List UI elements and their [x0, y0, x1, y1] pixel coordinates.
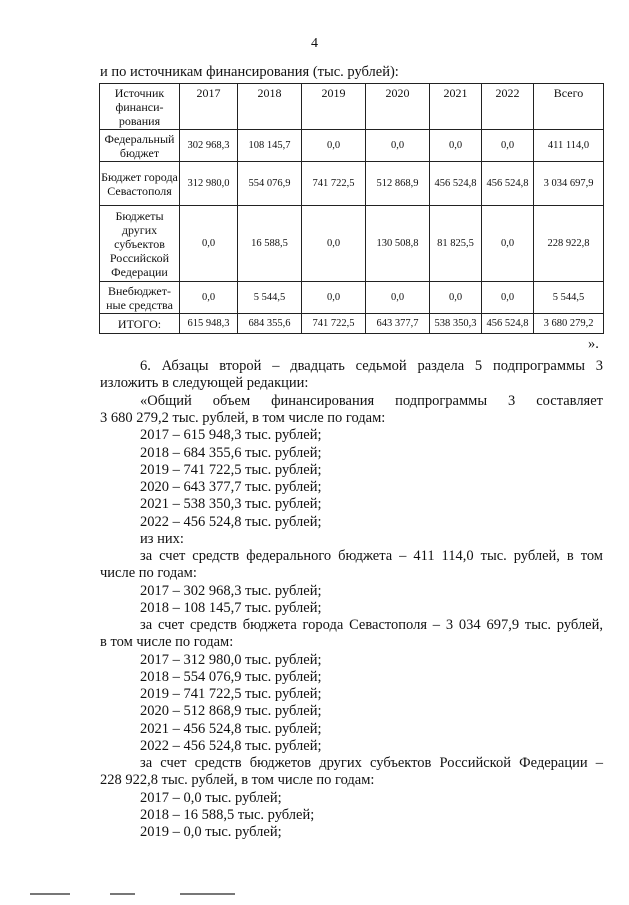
value-cell: 5 544,5: [534, 282, 604, 314]
value-cell: 0,0: [430, 130, 482, 162]
value-cell: 643 377,7: [366, 314, 430, 334]
body-line: «Общий объем финансирования подпрограммы 3 составляет: [140, 393, 603, 409]
body-line: изложить в следующей редакции:: [100, 375, 309, 391]
value-cell: 108 145,7: [238, 130, 302, 162]
value-cell: 312 980,0: [180, 162, 238, 206]
value-cell: 0,0: [180, 206, 238, 282]
body-line: 2019 – 741 722,5 тыс. рублей;: [140, 686, 322, 702]
body-line: 2019 – 741 722,5 тыс. рублей;: [140, 462, 322, 478]
body-line: 3 680 279,2 тыс. рублей, в том числе по годам:: [100, 410, 386, 426]
body-line: 2018 – 554 076,9 тыс. рублей;: [140, 669, 322, 685]
row-source: Федеральный бюджет: [100, 130, 180, 162]
value-cell: 0,0: [180, 282, 238, 314]
value-cell: 228 922,8: [534, 206, 604, 282]
body-line: 2018 – 108 145,7 тыс. рублей;: [140, 600, 322, 616]
value-cell: 615 948,3: [180, 314, 238, 334]
header-cell: 2021: [430, 84, 482, 130]
value-cell: 741 722,5: [302, 314, 366, 334]
body-line: 2022 – 456 524,8 тыс. рублей;: [140, 514, 322, 530]
body-line: 6. Абзацы второй – двадцать седьмой раздела 5 подпрограммы 3: [140, 358, 603, 374]
value-cell: 0,0: [302, 130, 366, 162]
value-cell: 5 544,5: [238, 282, 302, 314]
header-cell: 2017: [180, 84, 238, 130]
body-line: в том числе по годам:: [100, 634, 234, 650]
body-line: числе по годам:: [100, 565, 197, 581]
value-cell: 741 722,5: [302, 162, 366, 206]
body-line: 2021 – 538 350,3 тыс. рублей;: [140, 496, 322, 512]
value-cell: 0,0: [302, 206, 366, 282]
body-line: 2018 – 16 588,5 тыс. рублей;: [140, 807, 315, 823]
intro-text: и по источникам финансирования (тыс. рублей):: [100, 64, 399, 80]
body-line: за счет средств бюджета города Севастополя – 3 034 697,9 тыс. рублей,: [140, 617, 603, 633]
value-cell: 554 076,9: [238, 162, 302, 206]
value-cell: 456 524,8: [430, 162, 482, 206]
body-line: 2017 – 302 968,3 тыс. рублей;: [140, 583, 322, 599]
value-cell: 512 868,9: [366, 162, 430, 206]
scan-artifact: [30, 893, 70, 895]
value-cell: 456 524,8: [482, 314, 534, 334]
body-line: 2022 – 456 524,8 тыс. рублей;: [140, 738, 322, 754]
header-cell: 2020: [366, 84, 430, 130]
value-cell: 81 825,5: [430, 206, 482, 282]
table-total-row: [100, 314, 604, 334]
body-line: за счет средств федерального бюджета – 411 114,0 тыс. рублей, в том: [140, 548, 603, 564]
body-line: 228 922,8 тыс. рублей, в том числе по годам:: [100, 772, 375, 788]
row-source: Бюджет города Севастополя: [100, 162, 180, 206]
table-row: [100, 130, 604, 162]
scan-artifact: [180, 893, 235, 895]
header-cell: Всего: [534, 84, 604, 130]
table-header-row: [100, 84, 604, 130]
body-line: за счет средств бюджетов других субъектов Российской Федерации –: [140, 755, 603, 771]
value-cell: 130 508,8: [366, 206, 430, 282]
body-line: из них:: [140, 531, 184, 547]
value-cell: 16 588,5: [238, 206, 302, 282]
value-cell: 684 355,6: [238, 314, 302, 334]
body-line: 2019 – 0,0 тыс. рублей;: [140, 824, 282, 840]
value-cell: 0,0: [482, 282, 534, 314]
scan-artifact: [110, 893, 135, 895]
table-row: [100, 162, 604, 206]
body-line: 2020 – 643 377,7 тыс. рублей;: [140, 479, 322, 495]
value-cell: 0,0: [430, 282, 482, 314]
page-number: 4: [311, 36, 318, 51]
header-cell: 2019: [302, 84, 366, 130]
value-cell: 411 114,0: [534, 130, 604, 162]
close-quote: ».: [588, 336, 599, 352]
value-cell: 0,0: [482, 130, 534, 162]
body-line: 2018 – 684 355,6 тыс. рублей;: [140, 445, 322, 461]
table-row: [100, 206, 604, 282]
header-cell: Источник финанси-рования: [100, 84, 180, 130]
row-source: ИТОГО:: [100, 314, 180, 334]
table-row: [100, 282, 604, 314]
value-cell: 0,0: [302, 282, 366, 314]
value-cell: 3 680 279,2: [534, 314, 604, 334]
body-line: 2017 – 312 980,0 тыс. рублей;: [140, 652, 322, 668]
value-cell: 3 034 697,9: [534, 162, 604, 206]
value-cell: 0,0: [366, 130, 430, 162]
body-line: 2017 – 0,0 тыс. рублей;: [140, 790, 282, 806]
body-line: 2020 – 512 868,9 тыс. рублей;: [140, 703, 322, 719]
value-cell: 456 524,8: [482, 162, 534, 206]
row-source: Бюджеты других субъектов Российской Федерации: [100, 206, 180, 282]
header-cell: 2018: [238, 84, 302, 130]
header-cell: 2022: [482, 84, 534, 130]
body-line: 2021 – 456 524,8 тыс. рублей;: [140, 721, 322, 737]
value-cell: 0,0: [366, 282, 430, 314]
value-cell: 538 350,3: [430, 314, 482, 334]
financing-table: [99, 83, 604, 334]
body-line: 2017 – 615 948,3 тыс. рублей;: [140, 427, 322, 443]
row-source: Внебюджет-ные средства: [100, 282, 180, 314]
value-cell: 302 968,3: [180, 130, 238, 162]
value-cell: 0,0: [482, 206, 534, 282]
